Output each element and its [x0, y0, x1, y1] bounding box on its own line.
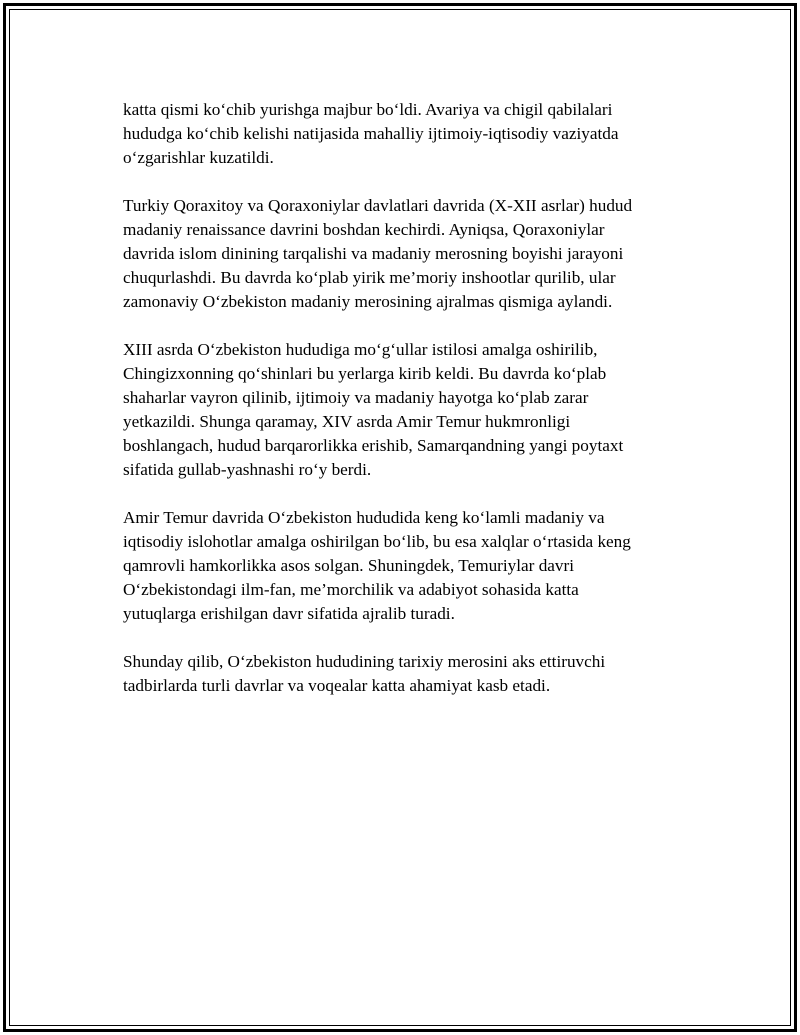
text-line: Shunday qilib, O‘zbekiston hududining tarixiy merosini aks ettiruvchi — [123, 652, 606, 671]
text-line: hududga ko‘chib kelishi natijasida mahalliy ijtimoiy-iqtisodiy vaziyatda — [123, 124, 619, 143]
paragraph-2 — [123, 194, 703, 314]
text-line: Turkiy Qoraxitoy va Qoraxoniylar davlatlari davrida (X-XII asrlar) hudud — [123, 196, 633, 215]
text-line: boshlangach, hudud barqarorlikka erishib, Samarqandning yangi poytaxt — [123, 436, 624, 455]
text-line: qamrovli hamkorlikka asos solgan. Shuningdek, Temuriylar davri — [123, 556, 575, 575]
text-line: sifatida gullab-yashnashi ro‘y berdi. — [123, 460, 372, 479]
text-line: iqtisodiy islohotlar amalga oshirilgan bo‘lib, bu esa xalqlar o‘rtasida keng — [123, 532, 631, 551]
text-line: yutuqlarga erishilgan davr sifatida ajralib turadi. — [123, 604, 455, 623]
text-line: Chingizxonning qo‘shinlari bu yerlarga kirib keldi. Bu davrda ko‘plab — [123, 364, 607, 383]
text-line: Amir Temur davrida O‘zbekiston hududida keng ko‘lamli madaniy va — [123, 508, 605, 527]
document-body — [123, 98, 703, 722]
text-line: shaharlar vayron qilinib, ijtimoiy va madaniy hayotga ko‘plab zarar — [123, 388, 589, 407]
page-border — [3, 3, 797, 1032]
paragraph-5 — [123, 650, 703, 698]
text-line: davrida islom dinining tarqalishi va madaniy merosning boyishi jarayoni — [123, 244, 624, 263]
text-line: zamonaviy O‘zbekiston madaniy merosining ajralmas qismiga aylandi. — [123, 292, 613, 311]
paragraph-1 — [123, 98, 703, 170]
paragraph-4 — [123, 506, 703, 626]
text-line: madaniy renaissance davrini boshdan kechirdi. Ayniqsa, Qoraxoniylar — [123, 220, 605, 239]
text-line: yetkazildi. Shunga qaramay, XIV asrda Amir Temur hukmronligi — [123, 412, 571, 431]
text-line: tadbirlarda turli davrlar va voqealar katta ahamiyat kasb etadi. — [123, 676, 551, 695]
paragraph-3 — [123, 338, 703, 482]
text-line: o‘zgarishlar kuzatildi. — [123, 148, 274, 167]
text-line: katta qismi ko‘chib yurishga majbur bo‘ldi. Avariya va chigil qabilalari — [123, 100, 613, 119]
text-line: XIII asrda O‘zbekiston hududiga mo‘g‘ullar istilosi amalga oshirilib, — [123, 340, 598, 359]
text-line: chuqurlashdi. Bu davrda ko‘plab yirik me’moriy inshootlar qurilib, ular — [123, 268, 616, 287]
text-line: O‘zbekistondagi ilm-fan, me’morchilik va adabiyot sohasida katta — [123, 580, 579, 599]
